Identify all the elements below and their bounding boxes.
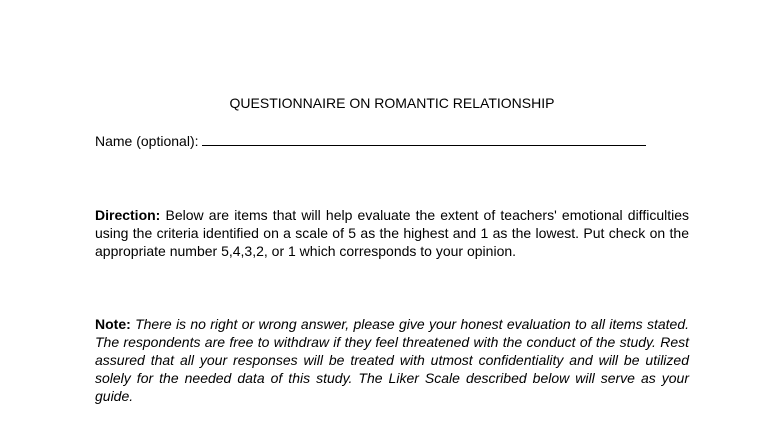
note-lead: Note:: [95, 316, 131, 332]
name-blank-line[interactable]: [202, 132, 646, 146]
direction-lead: Direction:: [95, 207, 161, 223]
name-field-row: [95, 132, 695, 150]
direction-paragraph: [95, 206, 689, 260]
name-field-label: Name (optional):: [95, 133, 199, 149]
document-title: QUESTIONNAIRE ON ROMANTIC RELATIONSHIP: [229, 95, 555, 111]
note-paragraph: [95, 315, 689, 405]
note-text: There is no right or wrong answer, please give your honest evaluation to all items stated. The respondents are free to withdraw if they feel threatened with the conduct of the study. Rest assured that all your responses will be treated with utmost confidentiality and will be utilized solely for the needed data of this study. The Liker Scale described below will serve as your guide.: [95, 316, 689, 404]
direction-text: Below are items that will help evaluate the extent of teachers' emotional difficulties using the criteria identified on a scale of 5 as the highest and 1 as the lowest. Put check on the appropriate number 5,4,3,2, or 1 which corresponds to your opinion.: [95, 207, 690, 259]
